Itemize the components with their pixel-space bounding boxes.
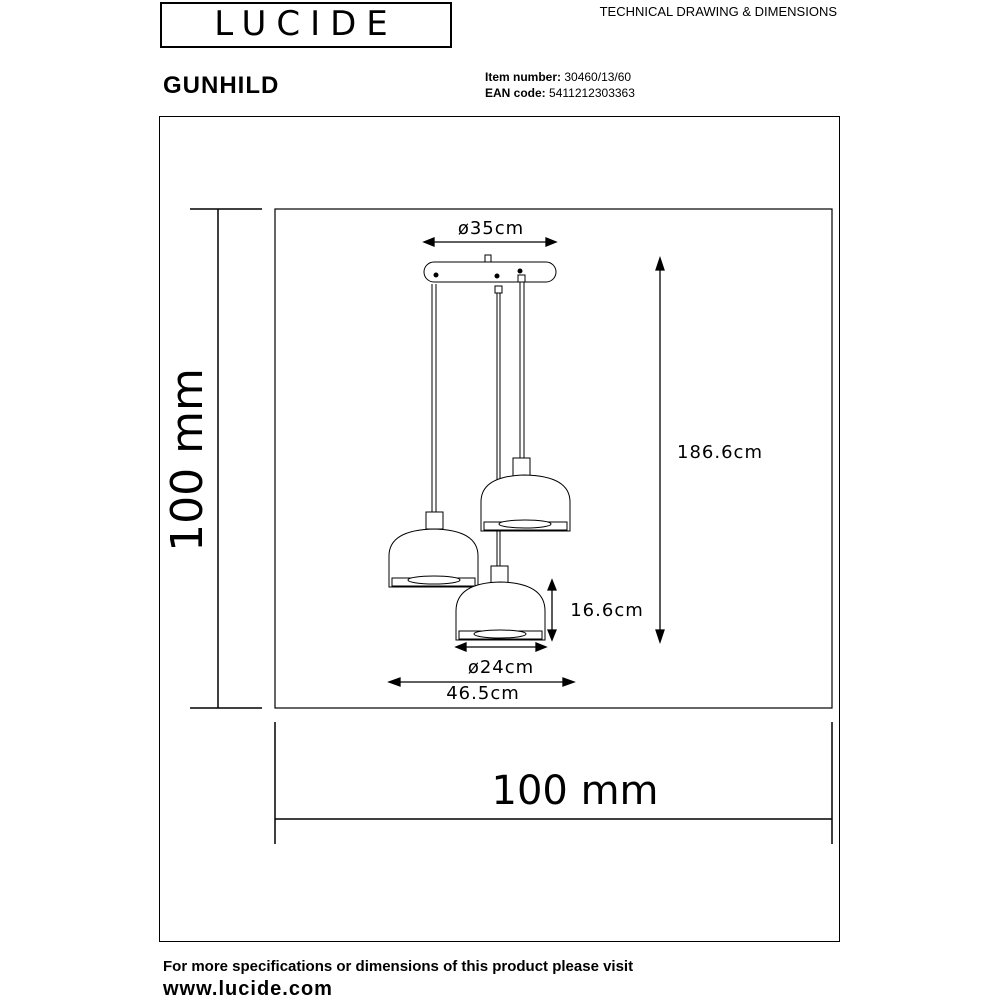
canopy-diameter-label: ø35cm	[457, 218, 525, 239]
ean-code-value: 5411212303363	[549, 86, 635, 100]
footer-note: For more specifications or dimensions of this product please visit	[163, 958, 634, 975]
item-number-value: 30460/13/60	[564, 70, 632, 84]
shade-diameter-label: ø24cm	[467, 657, 535, 678]
ean-code-label: EAN code:	[485, 86, 546, 100]
vertical-scale-label: 100 mm	[162, 368, 213, 552]
document-title: TECHNICAL DRAWING & DIMENSIONS	[599, 4, 837, 19]
brand-logo: LUCIDE	[214, 4, 398, 44]
horizontal-scale-label: 100 mm	[491, 768, 659, 814]
website-link[interactable]: www.lucide.com	[163, 978, 333, 1000]
total-height-label: 186.6cm	[677, 442, 763, 463]
total-width-label: 46.5cm	[446, 683, 520, 704]
shade-height-label: 16.6cm	[570, 600, 644, 621]
item-number-label: Item number:	[485, 70, 562, 84]
pendant-shade-right	[481, 458, 570, 531]
ceiling-canopy	[424, 255, 556, 282]
pendant-shade-left	[389, 512, 478, 587]
product-name: GUNHILD	[163, 72, 280, 99]
